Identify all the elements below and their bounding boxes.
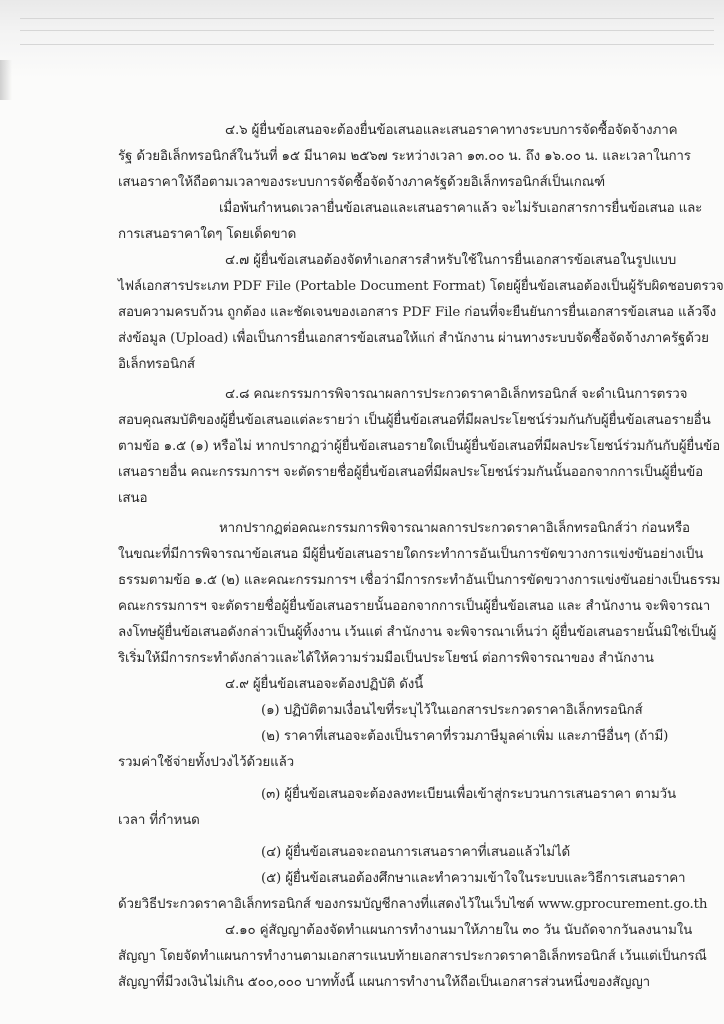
clause-4-7-line-2: ไฟล์เอกสารประเภท PDF File (Portable Document Format) โดยผู้ยื่นข้อเสนอต้องเป็นผู้รับผิดชอบตรวจ <box>118 279 724 294</box>
clause-4-10-line-3: สัญญาที่มีวงเงินไม่เกิน ๕๐๐,๐๐๐ บาททั้งนี้ แผนการทำงานให้ถือเป็นเอกสารส่วนหนึ่งของสัญญา <box>118 975 651 990</box>
scan-shadow-top <box>0 0 724 78</box>
clause-4-6-line-1: ๔.๖ ผู้ยื่นข้อเสนอจะต้องยื่นข้อเสนอและเสนอราคาทางระบบการจัดซื้อจัดจ้างภาค <box>225 123 678 138</box>
clause-4-8-line-8: ธรรมตามข้อ ๑.๕ (๒) และคณะกรรมการฯ เชื่อว่ามีการกระทำอันเป็นการขัดขวางการแข่งขันอย่างเป็นธรรม <box>118 573 721 588</box>
clause-4-9-item-2-cont: รวมค่าใช้จ่ายทั้งปวงไว้ด้วยแล้ว <box>118 755 294 770</box>
clause-4-9-item-3: (๓) ผู้ยื่นข้อเสนอจะต้องลงทะเบียนเพื่อเข้าสู่กระบวนการเสนอราคา ตามวัน <box>261 787 677 802</box>
clause-4-10-line-2: สัญญา โดยจัดทำแผนการทำงานตามเอกสารแนบท้ายเอกสารประกวดราคาอิเล็กทรอนิกส์ เว้นแต่เป็นกรณี <box>118 949 707 964</box>
clause-4-8-line-5: เสนอ <box>118 491 148 506</box>
clause-4-8-line-10: ลงโทษผู้ยื่นข้อเสนอดังกล่าวเป็นผู้ทิ้งงาน เว้นแต่ สำนักงาน จะพิจารณาเห็นว่า ผู้ยื่นข้อเสนอรายนั้นมิใช่เป็นผู้ <box>118 625 717 640</box>
clause-4-7-line-3: สอบความครบถ้วน ถูกต้อง และชัดเจนของเอกสาร PDF File ก่อนที่จะยืนยันการยื่นเอกสารข้อเสนอ แล้วจึง <box>118 305 717 320</box>
clause-4-6-line-5: การเสนอราคาใดๆ โดยเด็ดขาด <box>118 227 297 242</box>
clause-4-8-line-6: หากปรากฏต่อคณะกรรมการพิจารณาผลการประกวดราคาอิเล็กทรอนิกส์ว่า ก่อนหรือ <box>219 521 690 536</box>
clause-4-8-line-4: เสนอรายอื่น คณะกรรมการฯ จะตัดรายชื่อผู้ยื่นข้อเสนอที่มีผลประโยชน์ร่วมกันนั้นออกจากการเป็นผู้ยื่นข้อ <box>118 465 704 480</box>
clause-4-10-line-1: ๔.๑๐ คู่สัญญาต้องจัดทำแผนการทำงานมาให้ภายใน ๓๐ วัน นับถัดจากวันลงนามใน <box>225 923 693 938</box>
clause-4-9-item-2: (๒) ราคาที่เสนอจะต้องเป็นราคาที่รวมภาษีมูลค่าเพิ่ม และภาษีอื่นๆ (ถ้ามี) <box>261 729 669 744</box>
clause-4-8-line-1: ๔.๘ คณะกรรมการพิจารณาผลการประกวดราคาอิเล็กทรอนิกส์ จะดำเนินการตรวจ <box>225 387 688 402</box>
clause-4-9-item-5: (๕) ผู้ยื่นข้อเสนอต้องศึกษาและทำความเข้าใจในระบบและวิธีการเสนอราคา <box>261 871 686 886</box>
clause-4-6-line-4: เมื่อพ้นกำหนดเวลายื่นข้อเสนอและเสนอราคาแล้ว จะไม่รับเอกสารการยื่นข้อเสนอ และ <box>219 201 703 216</box>
clause-4-8-line-9: คณะกรรมการฯ จะตัดรายชื่อผู้ยื่นข้อเสนอรายนั้นออกจากการเป็นผู้ยื่นข้อเสนอ และ สำนักงาน จะพิจารณา <box>118 599 711 614</box>
clause-4-8-line-2: สอบคุณสมบัติของผู้ยื่นข้อเสนอแต่ละรายว่า เป็นผู้ยื่นข้อเสนอที่มีผลประโยชน์ร่วมกันกับผู้ยื่นข้อเสนอรายอื่น <box>118 413 711 428</box>
clause-4-9-item-1: (๑) ปฏิบัติตามเงื่อนไขที่ระบุไว้ในเอกสารประกวดราคาอิเล็กทรอนิกส์ <box>261 703 643 718</box>
clause-4-6-line-3: เสนอราคาให้ถือตามเวลาของระบบการจัดซื้อจัดจ้างภาครัฐด้วยอิเล็กทรอนิกส์เป็นเกณฑ์ <box>118 175 605 190</box>
clause-4-9-item-4: (๔) ผู้ยื่นข้อเสนอจะถอนการเสนอราคาที่เสนอแล้วไม่ได้ <box>261 845 571 860</box>
clause-4-8-line-3: ตามข้อ ๑.๕ (๑) หรือไม่ หากปรากฏว่าผู้ยื่นข้อเสนอรายใดเป็นผู้ยื่นข้อเสนอที่มีผลประโยชน์ร่วมกันกับผู้ยื่นข้อ <box>118 439 720 454</box>
clause-4-7-line-5: อิเล็กทรอนิกส์ <box>118 357 195 372</box>
scan-shadow-left <box>0 60 12 100</box>
clause-4-6-line-2: รัฐ ด้วยอิเล็กทรอนิกส์ในวันที่ ๑๕ มีนาคม ๒๕๖๗ ระหว่างเวลา ๑๓.๐๐ น. ถึง ๑๖.๐๐ น. และเวลาในการ <box>118 149 691 164</box>
clause-4-8-line-11: ริเริ่มให้มีการกระทำดังกล่าวและได้ให้ความร่วมมือเป็นประโยชน์ ต่อการพิจารณาของ สำนักงาน <box>118 651 654 666</box>
clause-4-9-line-1: ๔.๙ ผู้ยื่นข้อเสนอจะต้องปฏิบัติ ดังนี้ <box>225 677 424 692</box>
clause-4-9-item-5-cont: ด้วยวิธีประกวดราคาอิเล็กทรอนิกส์ ของกรมบัญชีกลางที่แสดงไว้ในเว็บไซต์ www.gprocurement.go.th <box>118 897 708 912</box>
clause-4-8-line-7: ในขณะที่มีการพิจารณาข้อเสนอ มีผู้ยื่นข้อเสนอรายใดกระทำการอันเป็นการขัดขวางการแข่งขันอย่างเป็น <box>118 547 704 562</box>
clause-4-7-line-4: ส่งข้อมูล (Upload) เพื่อเป็นการยื่นเอกสารข้อเสนอให้แก่ สำนักงาน ผ่านทางระบบจัดซื้อจัดจ้างภาครัฐด้วย <box>118 331 709 346</box>
clause-4-9-item-3-cont: เวลา ที่กำหนด <box>118 813 200 828</box>
clause-4-7-line-1: ๔.๗ ผู้ยื่นข้อเสนอต้องจัดทำเอกสารสำหรับใช้ในการยื่นเอกสารข้อเสนอในรูปแบบ <box>225 253 677 268</box>
document-body <box>118 118 724 996</box>
